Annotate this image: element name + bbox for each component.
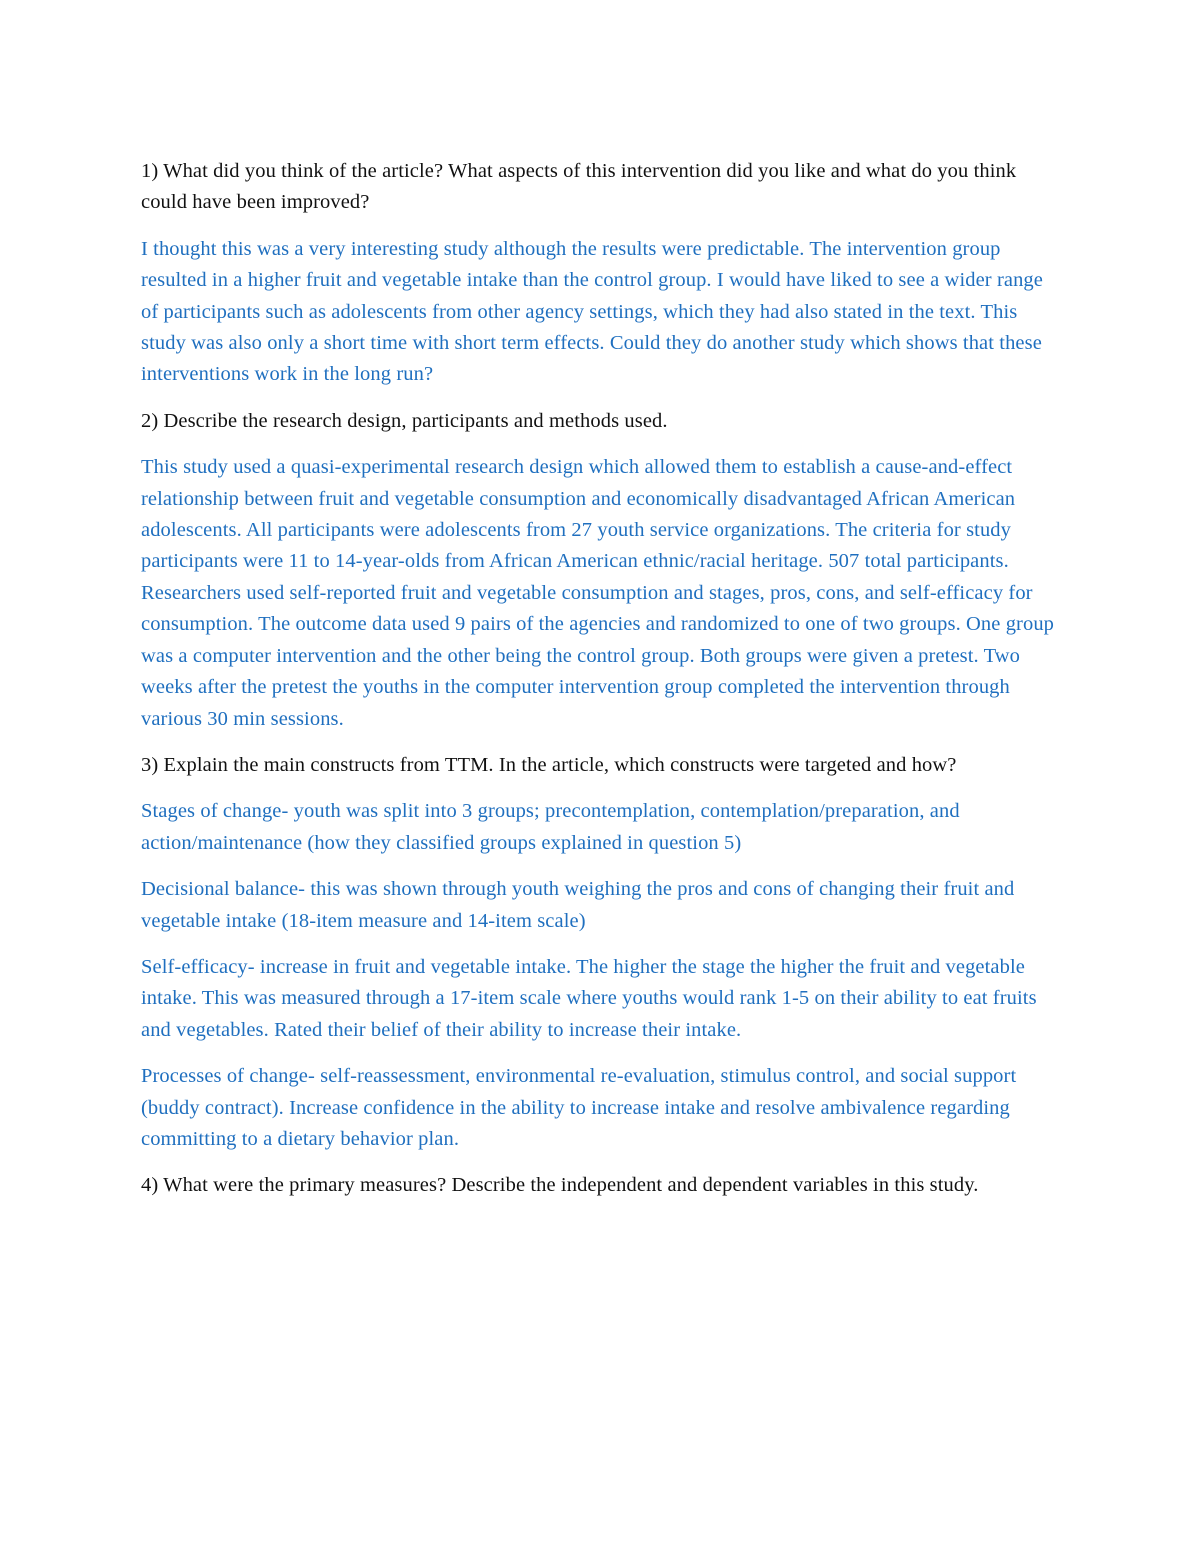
question-1: 1) What did you think of the article? What aspects of this intervention did you like and what do you think could have been improved? (141, 160, 1017, 214)
answer-3-decisional-balance: Decisional balance- this was shown through youth weighing the pros and cons of changing their fruit and vegetable intake (18-item measure and 14-item scale) (141, 878, 1015, 932)
question-3: 3) Explain the main constructs from TTM. In the article, which constructs were targeted and how? (141, 753, 957, 776)
question-4: 4) What were the primary measures? Describe the independent and dependent variables in this study. (141, 1174, 979, 1197)
question-2: 2) Describe the research design, participants and methods used. (141, 409, 668, 432)
answer-3-stages-of-change: Stages of change- youth was split into 3 groups; precontemplation, contemplation/preparation, and action/maintenance (how they classified groups explained in question 5) (141, 800, 960, 854)
document-page (141, 156, 1061, 1217)
answer-3-self-efficacy: Self-efficacy- increase in fruit and vegetable intake. The higher the stage the higher the fruit and vegetable intake. This was measured through a 17-item scale where youths would rank 1-5 on their ability to eat fruits and vegetables. Rated their belief of their ability to increase their intake. (141, 955, 1037, 1041)
answer-2: This study used a quasi-experimental research design which allowed them to establish a cause-and-effect relationship between fruit and vegetable consumption and economically disadvantaged African American adolescents. All participants were adolescents from 27 youth service organizations. The criteria for study participants were 11 to 14-year-olds from African American ethnic/racial heritage. 507 total participants. Researchers used self-reported fruit and vegetable consumption and stages, pros, cons, and self-efficacy for consumption. The outcome data used 9 pairs of the agencies and randomized to one of two groups. One group was a computer intervention and the other being the control group. Both groups were given a pretest. Two weeks after the pretest the youths in the computer intervention group completed the intervention through various 30 min sessions. (141, 456, 1055, 730)
answer-1: I thought this was a very interesting study although the results were predictable. The intervention group resulted in a higher fruit and vegetable intake than the control group. I would have liked to see a wider range of participants such as adolescents from other agency settings, which they had also stated in the text. This study was also only a short time with short term effects. Could they do another study which shows that these interventions work in the long run? (141, 237, 1043, 386)
answer-3-processes-of-change: Processes of change- self-reassessment, environmental re-evaluation, stimulus control, and social support (buddy contract). Increase confidence in the ability to increase intake and resolve ambivalence regarding committing to a dietary behavior plan. (141, 1065, 1017, 1150)
